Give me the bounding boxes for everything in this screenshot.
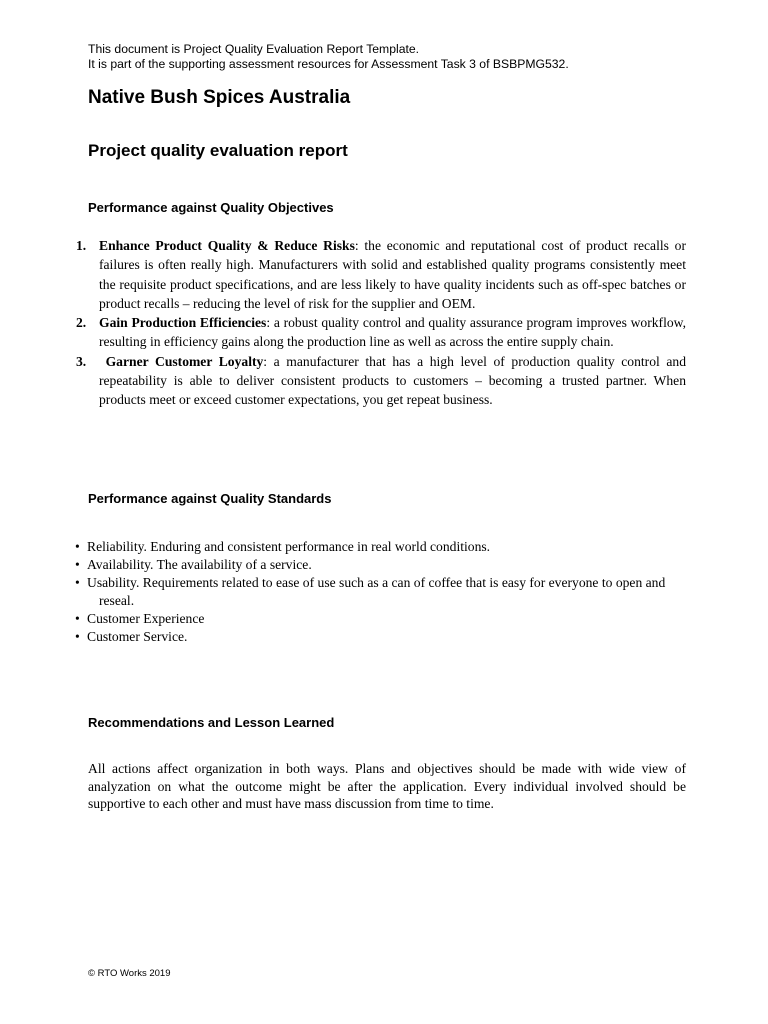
recommendations-paragraph: All actions affect organization in both ways. Plans and objectives should be made with wide view of analyzation on what the outcome might be after the application. Every individual involved should be supportive to each other and must have mass discussion from time to time. <box>88 761 686 811</box>
standard-text: Customer Service. <box>87 628 188 644</box>
objective-title: Garner Customer Loyalty <box>105 353 264 369</box>
standard-item <box>74 538 686 556</box>
objective-text: : the economic and reputational cost of product recalls or failures is often really high. Manufacturers with solid and established quality programs consistently meet the requisite product specifications, and are less likely to have quality incidents such as off-spec batches or product recalls – reducing the level of risk for the supplier and OEM. <box>99 238 687 311</box>
standards-list <box>74 538 686 646</box>
objective-item <box>74 313 686 352</box>
document-header-note <box>88 42 569 72</box>
objective-text: : a manufacturer that has a high level of production quality control and repeatability is able to deliver consistent products to customers – becoming a trusted partner. When products meet or exceed customer expectations, you get repeat business. <box>99 353 686 408</box>
recommendations-heading: Recommendations and Lesson Learned <box>88 715 335 730</box>
standard-item <box>74 610 686 628</box>
standard-text: Usability. Requirements related to ease of use such as a can of coffee that is easy for everyone to open and reseal. <box>87 575 666 608</box>
objective-title: Enhance Product Quality & Reduce Risks <box>99 238 355 253</box>
objectives-list <box>74 236 686 410</box>
standard-item <box>74 628 686 646</box>
standard-text: Availability. The availability of a service. <box>87 557 312 572</box>
company-title: Native Bush Spices Australia <box>88 87 351 108</box>
objective-title: Gain Production Efficiencies <box>99 315 267 331</box>
objective-number: 1. <box>76 238 87 253</box>
header-line-2: It is part of the supporting assessment resources for Assessment Task 3 of BSBPMG532. <box>88 57 569 71</box>
copyright-footer: © RTO Works 2019 <box>88 968 171 979</box>
objective-number: 3. <box>76 353 87 369</box>
standard-text: Reliability. Enduring and consistent performance in real world conditions. <box>87 539 491 554</box>
bullet-icon: • <box>75 610 80 626</box>
objective-item <box>74 352 686 410</box>
standards-heading: Performance against Quality Standards <box>88 491 332 506</box>
bullet-icon: • <box>75 575 80 590</box>
objective-item <box>74 236 686 313</box>
bullet-icon: • <box>75 628 80 644</box>
objectives-heading: Performance against Quality Objectives <box>88 200 334 215</box>
standard-item <box>74 574 686 609</box>
objective-number: 2. <box>76 315 87 331</box>
standard-text: Customer Experience <box>87 610 205 626</box>
bullet-icon: • <box>75 539 80 554</box>
standard-item <box>74 556 686 574</box>
header-line-1: This document is Project Quality Evaluation Report Template. <box>88 42 420 56</box>
report-heading: Project quality evaluation report <box>88 141 348 160</box>
bullet-icon: • <box>75 557 80 572</box>
objective-text: : a robust quality control and quality assurance program improves workflow, resulting in efficiency gains along the production line as well as across the entire supply chain. <box>99 315 686 350</box>
